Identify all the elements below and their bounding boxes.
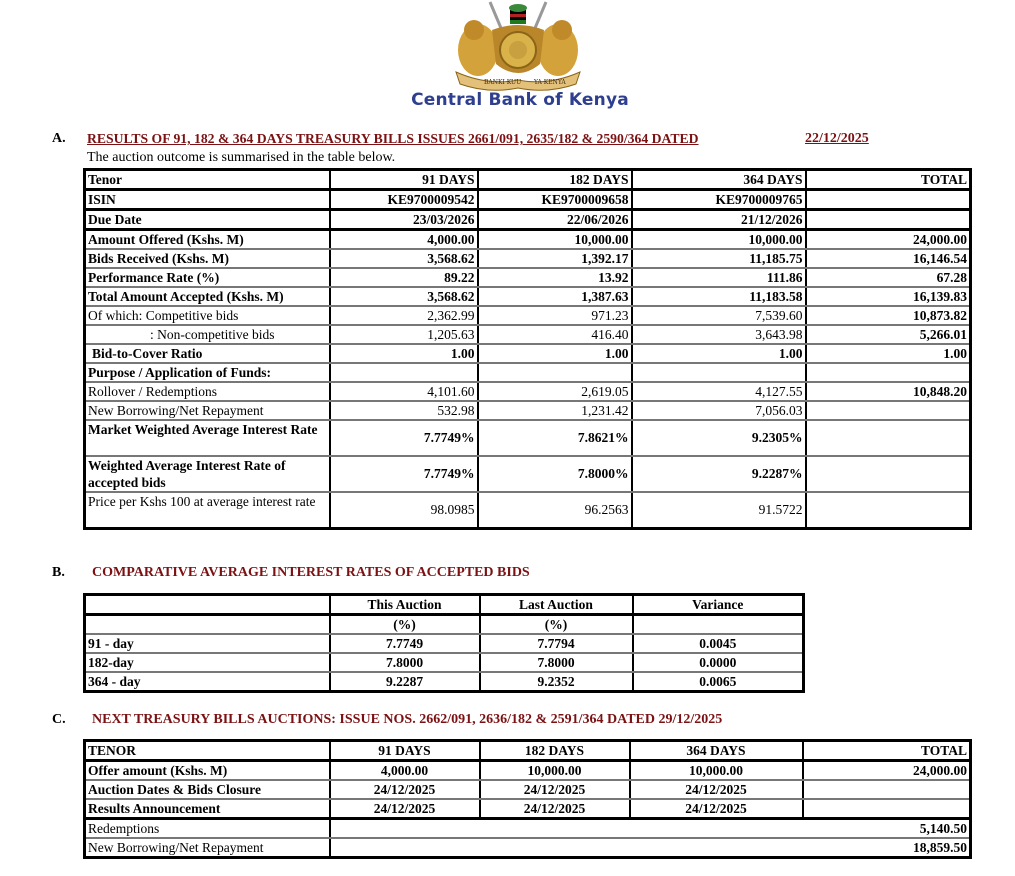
row-label: Performance Rate (%) bbox=[85, 268, 330, 287]
table-row bbox=[85, 634, 804, 653]
cell: 971.23 bbox=[478, 306, 632, 325]
cell: 1,205.63 bbox=[330, 325, 478, 344]
cell: 1.00 bbox=[330, 344, 478, 363]
row-label: Offer amount (Kshs. M) bbox=[85, 761, 330, 781]
cell: 9.2352 bbox=[480, 672, 633, 692]
cell: 3,643.98 bbox=[632, 325, 806, 344]
comparative-rates-table bbox=[83, 593, 805, 693]
cell: 11,183.58 bbox=[632, 287, 806, 306]
cell: 1.00 bbox=[478, 344, 632, 363]
cell: 7.8000 bbox=[480, 653, 633, 672]
column-header: 182 DAYS bbox=[478, 170, 632, 190]
cell: 7.7749% bbox=[330, 420, 478, 456]
table-header-row bbox=[85, 595, 804, 615]
cell: 7.8000 bbox=[330, 653, 480, 672]
row-label: Rollover / Redemptions bbox=[85, 382, 330, 401]
cell: 1,231.42 bbox=[478, 401, 632, 420]
cell: 16,146.54 bbox=[806, 249, 971, 268]
cell: 11,185.75 bbox=[632, 249, 806, 268]
cell: 24/12/2025 bbox=[330, 799, 480, 819]
cell bbox=[806, 401, 971, 420]
cell: 5,266.01 bbox=[806, 325, 971, 344]
cell: 10,000.00 bbox=[478, 230, 632, 250]
row-label: Of which: Competitive bids bbox=[85, 306, 330, 325]
row-label: ISIN bbox=[85, 190, 330, 210]
table-row bbox=[85, 492, 971, 529]
cell: 4,000.00 bbox=[330, 230, 478, 250]
cell: 9.2287% bbox=[632, 456, 806, 492]
table-row bbox=[85, 653, 804, 672]
cell: 416.40 bbox=[478, 325, 632, 344]
section-a-intro: The auction outcome is summarised in the table below. bbox=[87, 150, 396, 165]
table-row bbox=[85, 420, 971, 456]
cell bbox=[806, 210, 971, 230]
table-header-row bbox=[85, 741, 971, 761]
cell: 0.0045 bbox=[633, 634, 804, 653]
row-label: Bids Received (Kshs. M) bbox=[85, 249, 330, 268]
row-label: Total Amount Accepted (Kshs. M) bbox=[85, 287, 330, 306]
cell: 10,848.20 bbox=[806, 382, 971, 401]
cell bbox=[806, 190, 971, 210]
row-label: Market Weighted Average Interest Rate bbox=[85, 420, 330, 456]
row-label: Auction Dates & Bids Closure bbox=[85, 780, 330, 799]
cell: (%) bbox=[330, 615, 480, 635]
row-label: New Borrowing/Net Repayment bbox=[85, 838, 330, 858]
cell: 89.22 bbox=[330, 268, 478, 287]
column-header: Tenor bbox=[85, 170, 330, 190]
cell bbox=[85, 615, 330, 635]
cell: 10,873.82 bbox=[806, 306, 971, 325]
cbk-coat-of-arms-icon bbox=[448, 0, 588, 92]
cell: 0.0065 bbox=[633, 672, 804, 692]
cell: 10,000.00 bbox=[480, 761, 630, 781]
table-row bbox=[85, 780, 971, 799]
cell: 2,362.99 bbox=[330, 306, 478, 325]
section-c-title: NEXT TREASURY BILLS AUCTIONS: ISSUE NOS. 2662/091, 2636/182 & 2591/364 DATED 29/12/2025 bbox=[92, 712, 723, 727]
row-label: New Borrowing/Net Repayment bbox=[85, 401, 330, 420]
cell: 24/12/2025 bbox=[630, 799, 803, 819]
section-a-date: 22/12/2025 bbox=[805, 131, 869, 146]
section-b-letter: B. bbox=[52, 565, 65, 580]
table-row bbox=[85, 287, 971, 306]
row-label: 182-day bbox=[85, 653, 330, 672]
row-label: 91 - day bbox=[85, 634, 330, 653]
row-label: Bid-to-Cover Ratio bbox=[85, 344, 330, 363]
row-label: Redemptions bbox=[85, 819, 330, 839]
section-c-letter: C. bbox=[52, 712, 66, 727]
cell: (%) bbox=[480, 615, 633, 635]
cell: 96.2563 bbox=[478, 492, 632, 529]
table-row bbox=[85, 838, 971, 858]
cell: 7.7749% bbox=[330, 456, 478, 492]
cell: 7.8000% bbox=[478, 456, 632, 492]
table-row bbox=[85, 249, 971, 268]
cell: 24,000.00 bbox=[803, 761, 971, 781]
cell: 10,000.00 bbox=[630, 761, 803, 781]
cell: 24/12/2025 bbox=[480, 799, 630, 819]
cell: 3,568.62 bbox=[330, 287, 478, 306]
cell: 7,539.60 bbox=[632, 306, 806, 325]
cell bbox=[806, 363, 971, 382]
cell: 4,127.55 bbox=[632, 382, 806, 401]
row-label: Weighted Average Interest Rate of accepted bids bbox=[85, 456, 330, 492]
cell: 10,000.00 bbox=[632, 230, 806, 250]
cell bbox=[330, 363, 478, 382]
cell bbox=[806, 456, 971, 492]
cell: 4,101.60 bbox=[330, 382, 478, 401]
column-header: This Auction bbox=[330, 595, 480, 615]
cell bbox=[806, 492, 971, 529]
cell: 9.2287 bbox=[330, 672, 480, 692]
cell: 16,139.83 bbox=[806, 287, 971, 306]
cell: 21/12/2026 bbox=[632, 210, 806, 230]
row-label: Purpose / Application of Funds: bbox=[85, 363, 330, 382]
table-row bbox=[85, 401, 971, 420]
column-header: TOTAL bbox=[806, 170, 971, 190]
row-label: 364 - day bbox=[85, 672, 330, 692]
column-header: TENOR bbox=[85, 741, 330, 761]
cell: 67.28 bbox=[806, 268, 971, 287]
table-row bbox=[85, 344, 971, 363]
table-row bbox=[85, 761, 971, 781]
table-row bbox=[85, 363, 971, 382]
table-row bbox=[85, 382, 971, 401]
cell: 1,392.17 bbox=[478, 249, 632, 268]
cell: 111.86 bbox=[632, 268, 806, 287]
cell bbox=[803, 799, 971, 819]
next-auctions-table bbox=[83, 739, 972, 859]
cell: KE9700009658 bbox=[478, 190, 632, 210]
table-row bbox=[85, 306, 971, 325]
section-b-title: COMPARATIVE AVERAGE INTEREST RATES OF ACCEPTED BIDS bbox=[92, 565, 530, 580]
auction-results-table bbox=[83, 168, 972, 530]
cell: 24/12/2025 bbox=[630, 780, 803, 799]
column-header: 91 DAYS bbox=[330, 741, 480, 761]
column-header: TOTAL bbox=[803, 741, 971, 761]
cell: 7.8621% bbox=[478, 420, 632, 456]
column-header: Variance bbox=[633, 595, 804, 615]
cell: 18,859.50 bbox=[330, 838, 971, 858]
column-header: 364 DAYS bbox=[630, 741, 803, 761]
cell: 0.0000 bbox=[633, 653, 804, 672]
cell: 7.7794 bbox=[480, 634, 633, 653]
cell: 23/03/2026 bbox=[330, 210, 478, 230]
cell: 24/12/2025 bbox=[480, 780, 630, 799]
table-header-row bbox=[85, 170, 971, 190]
cell: KE9700009542 bbox=[330, 190, 478, 210]
column-header: 182 DAYS bbox=[480, 741, 630, 761]
row-label: Due Date bbox=[85, 210, 330, 230]
cell: 3,568.62 bbox=[330, 249, 478, 268]
cell: KE9700009765 bbox=[632, 190, 806, 210]
cell bbox=[806, 420, 971, 456]
table-row bbox=[85, 210, 971, 230]
cell: 532.98 bbox=[330, 401, 478, 420]
cell: 13.92 bbox=[478, 268, 632, 287]
column-header: Last Auction bbox=[480, 595, 633, 615]
cell: 22/06/2026 bbox=[478, 210, 632, 230]
column-header bbox=[85, 595, 330, 615]
svg-text:BANKI KUU: BANKI KUU bbox=[484, 79, 522, 86]
svg-text:YA KENYA: YA KENYA bbox=[534, 79, 566, 86]
cell: 1,387.63 bbox=[478, 287, 632, 306]
row-label: : Non-competitive bids bbox=[85, 325, 330, 344]
table-row bbox=[85, 268, 971, 287]
row-label: Results Announcement bbox=[85, 799, 330, 819]
cell: 1.00 bbox=[632, 344, 806, 363]
table-row bbox=[85, 672, 804, 692]
cell: 91.5722 bbox=[632, 492, 806, 529]
table-row bbox=[85, 456, 971, 492]
cell: 7.7749 bbox=[330, 634, 480, 653]
section-a-title: RESULTS OF 91, 182 & 364 DAYS TREASURY BILLS ISSUES 2661/091, 2635/182 & 2590/364 DATED bbox=[87, 131, 699, 146]
table-row bbox=[85, 799, 971, 819]
cell: 2,619.05 bbox=[478, 382, 632, 401]
cell bbox=[478, 363, 632, 382]
cell: 1.00 bbox=[806, 344, 971, 363]
cell bbox=[633, 615, 804, 635]
row-label: Price per Kshs 100 at average interest rate bbox=[85, 492, 330, 529]
cell: 9.2305% bbox=[632, 420, 806, 456]
table-row bbox=[85, 325, 971, 344]
column-header: 364 DAYS bbox=[632, 170, 806, 190]
cell: 4,000.00 bbox=[330, 761, 480, 781]
column-header: 91 DAYS bbox=[330, 170, 478, 190]
cell: 98.0985 bbox=[330, 492, 478, 529]
cell: 24/12/2025 bbox=[330, 780, 480, 799]
cell: 24,000.00 bbox=[806, 230, 971, 250]
row-label: Amount Offered (Kshs. M) bbox=[85, 230, 330, 250]
table-row bbox=[85, 190, 971, 210]
cell bbox=[803, 780, 971, 799]
table-row bbox=[85, 819, 971, 839]
cell bbox=[632, 363, 806, 382]
units-row bbox=[85, 615, 804, 635]
table-row bbox=[85, 230, 971, 250]
cell: 7,056.03 bbox=[632, 401, 806, 420]
section-a-letter: A. bbox=[52, 131, 66, 146]
cell: 5,140.50 bbox=[330, 819, 971, 839]
org-name: Central Bank of Kenya bbox=[411, 90, 629, 110]
